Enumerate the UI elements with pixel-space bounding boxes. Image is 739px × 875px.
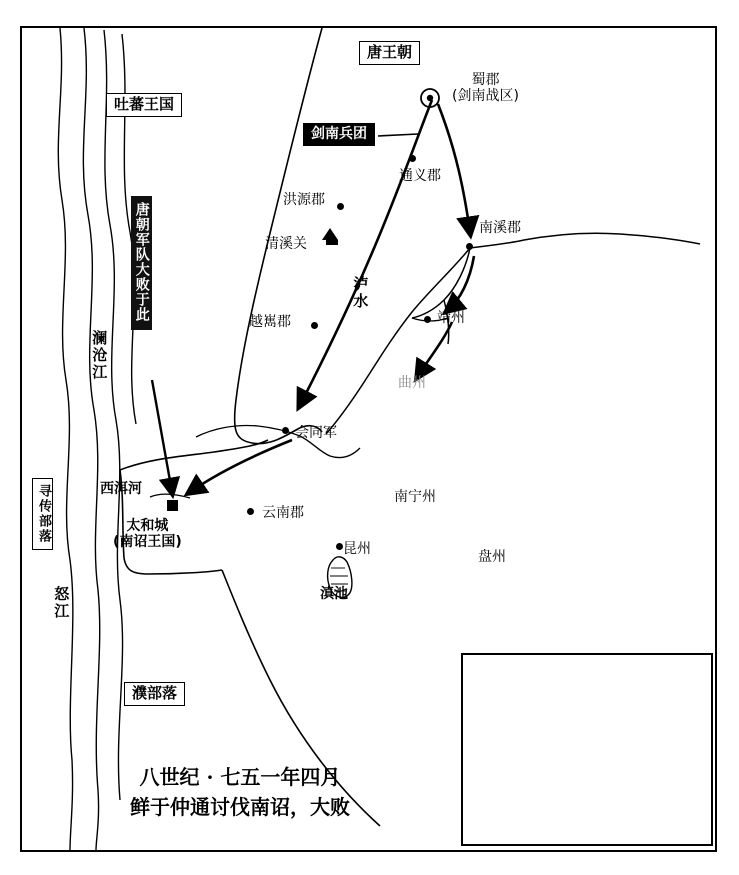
label-panzhou: 盘州 bbox=[478, 549, 506, 565]
dot-yuexijun bbox=[311, 322, 318, 329]
label-nu-river: 怒江 bbox=[52, 586, 71, 620]
label-qingxiguan: 清溪关 bbox=[265, 236, 307, 252]
label-yunnanjun: 云南郡 bbox=[262, 505, 304, 521]
label-lu-river: 泸水 bbox=[351, 276, 370, 310]
label-hongyuanjun: 洪源郡 bbox=[283, 192, 325, 208]
label-huitongjun: 会同军 bbox=[295, 425, 337, 441]
label-jiannan-corps: 剑南兵团 bbox=[303, 123, 375, 146]
label-shujun-sub: (剑南战区) bbox=[452, 88, 519, 105]
label-xunchuan-tribe: 寻传部落 bbox=[32, 478, 53, 550]
caption-line-2: 鲜于仲通讨伐南诏，大败 bbox=[130, 795, 350, 819]
dot-jingzhou bbox=[424, 316, 431, 323]
label-lancang-river: 澜沧江 bbox=[90, 330, 109, 381]
label-quzhou bbox=[398, 375, 426, 391]
inset-locator-map bbox=[461, 653, 713, 846]
label-taihecheng-text: 太和城 bbox=[126, 518, 169, 534]
label-pu-tribe: 濮部落 bbox=[124, 682, 185, 706]
label-kunzhou: 昆州 bbox=[343, 541, 371, 557]
dot-nanxijun bbox=[466, 243, 473, 250]
label-xiercihe: 西洱河 bbox=[100, 481, 142, 497]
label-tongyijun-text: 通义郡 bbox=[399, 168, 441, 184]
dot-huitongjun bbox=[282, 427, 289, 434]
label-nanningzhou: 南宁州 bbox=[394, 489, 436, 505]
label-dianchi: 滇池 bbox=[320, 586, 348, 602]
label-shujun-text: 蜀郡 bbox=[471, 72, 500, 88]
label-yuexijun: 越嶲郡 bbox=[249, 314, 291, 330]
dot-hongyuanjun bbox=[337, 203, 344, 210]
dot-yunnanjun bbox=[247, 508, 254, 515]
label-taihecheng-sub: (南诏王国) bbox=[113, 534, 182, 551]
label-tubo-kingdom: 吐蕃王国 bbox=[106, 93, 182, 117]
label-shujun bbox=[452, 72, 519, 104]
defeat-banner: 唐朝军队大败于此 bbox=[131, 196, 152, 330]
label-quzhou-text: 曲州 bbox=[398, 375, 426, 391]
dot-kunzhou bbox=[336, 543, 343, 550]
label-tang-dynasty: 唐王朝 bbox=[359, 41, 420, 65]
label-tongyijun bbox=[399, 168, 441, 184]
map-caption bbox=[70, 762, 410, 822]
label-jingzhou: 靖州 bbox=[437, 310, 465, 326]
label-taihecheng bbox=[113, 518, 182, 550]
label-nanxijun: 南溪郡 bbox=[479, 220, 521, 236]
dot-tongyijun bbox=[409, 155, 416, 162]
caption-line-1: 八世纪 · 七五一年四月 bbox=[139, 765, 341, 789]
